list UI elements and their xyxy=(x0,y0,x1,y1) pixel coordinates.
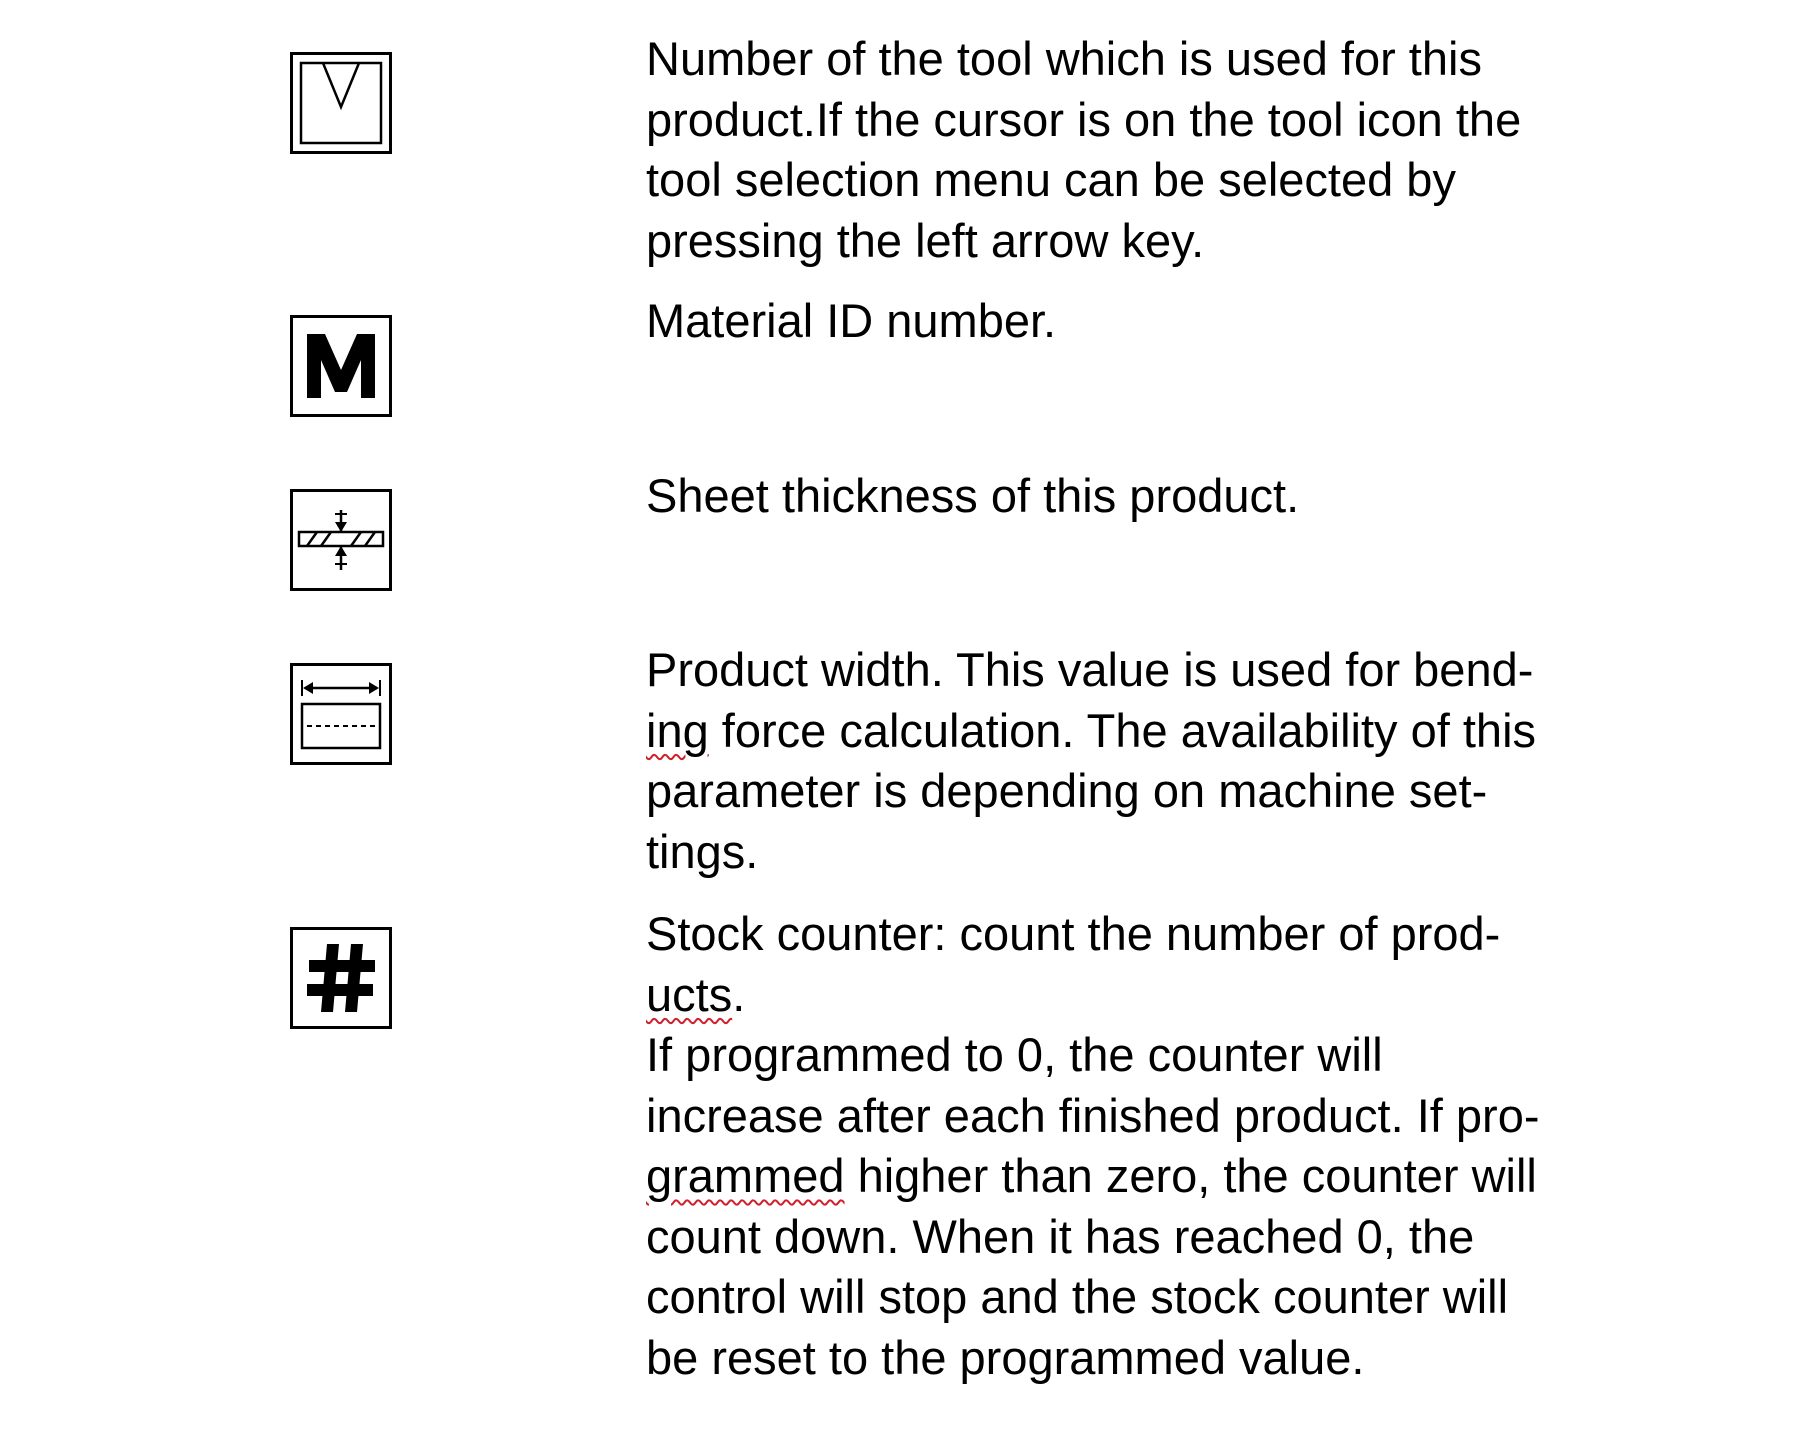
tool-v-die-icon xyxy=(290,52,392,154)
product-width-icon xyxy=(290,663,392,765)
sheet-thickness-icon xyxy=(290,489,392,591)
product-width-icon-graphic xyxy=(293,666,389,762)
spellcheck-flagged-word: ing xyxy=(646,703,709,757)
stock-counter-hash-icon xyxy=(290,927,392,1029)
stock-counter-hash-icon-graphic xyxy=(293,930,389,1026)
stock-counter-text-line1: Stock counter: count the number of prod- xyxy=(646,907,1501,960)
stock-counter-description xyxy=(646,904,1626,1388)
product-width-description xyxy=(646,640,1626,882)
tool-description: Number of the tool which is used for this product.If the cursor is on the tool icon the tool selection menu can be selected by pressing the left arrow key. xyxy=(646,32,1522,267)
product-width-text-line1: Product width. This value is used for bend- xyxy=(646,643,1534,696)
product-width-text-rest: force calculation. The availability of this parameter is depending on machine set- tings. xyxy=(646,703,1537,878)
spellcheck-flagged-word: ucts xyxy=(646,967,733,1021)
material-description: Material ID number. xyxy=(646,294,1057,347)
material-m-icon xyxy=(290,315,392,417)
stock-counter-text-middle: . If programmed to 0, the counter will increase after each finished product. If pro- xyxy=(646,967,1540,1142)
tool-v-die-icon-graphic xyxy=(293,55,389,151)
sheet-thickness-description: Sheet thickness of this product. xyxy=(646,469,1300,522)
material-m-icon-graphic xyxy=(293,318,389,414)
stock-counter-text-rest: higher than zero, the counter will count down. When it has reached 0, the control will stop and the stock counter will be reset to the programmed value. xyxy=(646,1149,1537,1384)
spellcheck-flagged-word: grammed xyxy=(646,1149,845,1202)
sheet-thickness-icon-graphic xyxy=(293,492,389,588)
